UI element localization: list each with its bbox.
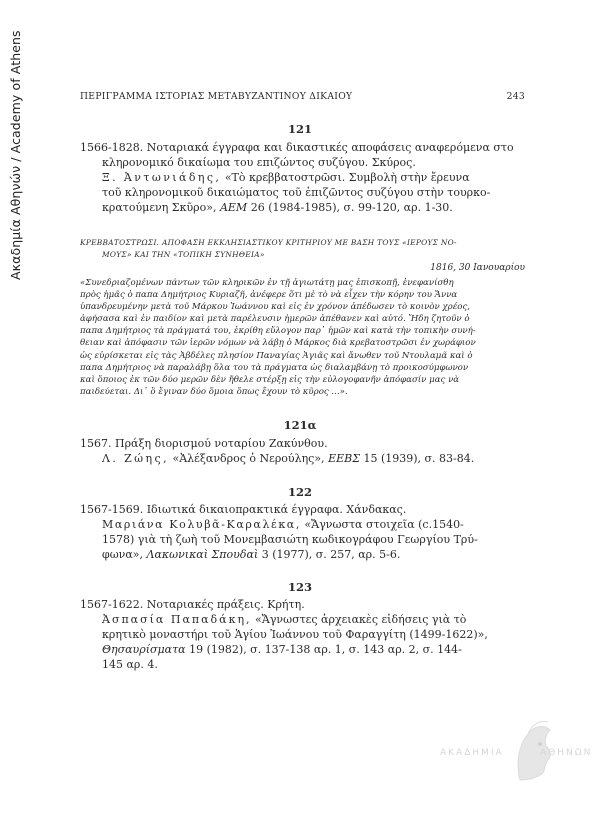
section-number-121: 121 xyxy=(287,122,312,136)
document-line: πρὸς ἡμᾶς ὁ παπα Δημήτριος Κυριαζῆ, ἀνέφερε ὅτι μὲ τὸ νὰ εἶχεν τὴν κόρην του Ἄννα xyxy=(80,290,458,301)
entry-heading: 1566-1828. Νοταριακά έγγραφα και δικαστικές αποφάσεις αναφερόμενα στο xyxy=(80,141,514,154)
entry-123 xyxy=(80,597,528,672)
entry-121a xyxy=(80,436,528,466)
entry-heading: 1567. Πράξη διορισμού νοταρίου Ζακύνθου. xyxy=(80,437,328,450)
document-line: ὑπανδρευμένην μετὰ τοῦ Μάρκου Ἰωάννου καὶ εἰς ἐν χρόνον ἀπέδωσεν τὸ κοινὸν χρέος, xyxy=(80,302,471,313)
author-name: Ἀσπασία Παπαδάκη, xyxy=(102,613,252,626)
document-line: παπα Δημήτριος νὰ παραλάβῃ ὅλα του τὰ πράγματα ὡς διαλαμβάνῃ τὸ προικοσύμφωνον xyxy=(80,362,469,373)
journal-title: ΑΕΜ xyxy=(219,201,248,214)
entry-heading: 1567-1622. Νοταριακές πράξεις. Κρήτη. xyxy=(80,598,305,611)
author-name: Λ. Ζώης, xyxy=(102,452,169,465)
bibliography-line: Θησαυρίσματα 19 (1982), σ. 137-138 αρ. 1, σ. 143 αρ. 2, σ. 144- xyxy=(102,643,462,656)
document-line: «Συνεδριαζομένων πάντων τῶν κληρικῶν ἐν τῇ ἁγιωτάτῃ μας ἐπισκοπῇ, ἐνεφανίσθη xyxy=(80,278,454,288)
document-title: ΚΡΕΒΒΑΤΟΣΤΡΩΣΙ. ΑΠΟΦΑΣΗ ΕΚΚΛΗΣΙΑΣΤΙΚΟΥ ΚΡΙΤΗΡΙΟΥ ΜΕ ΒΑΣΗ ΤΟΥΣ «ΙΕΡΟΥΣ ΝΟ- ΜΟΥΣ» ΚΑΙ ΤΗΝ «ΤΟΠΙΚΗ ΣΥΝΗΘΕΙΑ» xyxy=(80,238,457,259)
entry-121 xyxy=(80,140,528,215)
watermark-right-word: ΑΘΗΝΩΝ xyxy=(540,748,593,758)
bibliography-line: 145 αρ. 4. xyxy=(102,658,158,671)
bibliography-line: Μαριάνα Κολυβᾶ-Καραλέκα, «Ἄγνωστα στοιχεῖα (c.1540- xyxy=(102,518,464,531)
journal-title: Θησαυρίσματα xyxy=(102,643,186,656)
entry-heading-cont: κληρονομικό δικαίωμα του επιζώντος συζύγου. Σκύρος. xyxy=(102,156,416,169)
academy-watermark xyxy=(440,720,593,790)
page-number: 243 xyxy=(506,91,525,102)
entry-122 xyxy=(80,502,528,562)
document-line: παπα Δημήτριος τὰ πράγματά του, ἐκρίθη εὔλογον παρ᾽ ἡμῶν καὶ κατὰ τὴν τοπικὴν συνή- xyxy=(80,326,476,337)
bibliography-line: κρατούμενη Σκῦρο», ΑΕΜ 26 (1984-1985), σ. 99-120, αρ. 1-30. xyxy=(102,201,453,214)
bibliography-line: Ξ. Ἀντωνιάδης, «Τὸ κρεββατοστρῶσι. Συμβολὴ στὴν ἔρευνα xyxy=(102,171,470,184)
bibliography-line: 1578) γιὰ τὴ ζωὴ τοῦ Μονεμβασιώτη κωδικογράφου Γεωργίου Τρύ- xyxy=(102,533,478,546)
archive-side-label xyxy=(6,30,26,280)
bibliography-line: Λ. Ζώης, «Ἀλέξανδρος ὁ Νερούλης», ΕΕΒΣ 15 (1939), σ. 83-84. xyxy=(102,452,475,465)
watermark-left-word: ΑΚΑΔΗΜΙΑ xyxy=(440,748,504,758)
document-line: καὶ ὅποιος ἐκ τῶν δύο μερῶν δὲν ἤθελε στέρξῃ εἰς τὴν εὐλογοφανῆν ἀπόφασίν μας νὰ xyxy=(80,374,460,385)
bibliography-line: φωνα», Λακωνικαὶ Σπουδαὶ 3 (1977), σ. 257, αρ. 5-6. xyxy=(102,548,401,561)
side-label-text: Ακαδημία Αθηνών / Academy of Athens xyxy=(8,30,23,280)
bibliography-line: κρητικὸ μοναστήρι τοῦ Ἁγίου Ἰωάννου τοῦ Φαραγγίτη (1499-1622)», xyxy=(102,628,488,641)
document-text xyxy=(80,277,528,398)
bibliography-line: Ἀσπασία Παπαδάκη, «Ἄγνωστες ἀρχειακὲς εἰδήσεις γιὰ τὸ xyxy=(102,613,467,626)
section-number-122: 122 xyxy=(287,485,312,499)
document-line: ἀφήσασα καὶ ἐν παιδίον καὶ μετὰ παρέλευσιν ἡμερῶν ἀπέθανεν καὶ αὐτό. Ἤδη ζητοῦν ὁ xyxy=(80,314,470,325)
bibliography-line: τοῦ κληρονομικοῦ δικαιώματος τοῦ ἐπιζῶντος συζύγου στὴν τουρκο- xyxy=(102,186,491,199)
section-number-121a: 121α xyxy=(283,418,317,432)
author-name: Ξ. Ἀντωνιάδης, xyxy=(102,171,222,184)
entry-heading: 1567-1569. Ιδιωτικά δικαιοπρακτικά έγγραφα. Χάνδακας. xyxy=(80,503,407,516)
document-date: 1816, 30 Ιανουαρίου xyxy=(430,263,525,273)
document-line: ὡς εὑρίσκεται εἰς τὰς Ἀβδέλες πλησίον Παναγίας Ἁγιᾶς καὶ ἄνωθεν τοῦ Ντουλαμᾶ καὶ ὁ xyxy=(80,350,473,361)
document-line: θειαν καὶ ἀπόφασιν τῶν ἱερῶν νόμων νὰ λάβῃ ὁ Μάρκος διὰ κρεβατοστρῶσι ἐν χωράφιον xyxy=(80,338,476,349)
journal-title: ΕΕΒΣ xyxy=(328,452,360,465)
running-head-title: ΠΕΡΙΓΡΑΜΜΑ ΙΣΤΟΡΙΑΣ ΜΕΤΑΒΥΖΑΝΤΙΝΟΥ ΔΙΚΑΙΟΥ xyxy=(80,91,353,102)
author-name: Μαριάνα Κολυβᾶ-Καραλέκα, xyxy=(102,518,301,531)
document-line: παιδεύεται. Δι᾽ ὃ ἔγιναν δύο ὅμοια ὅπως ἔχουν τὸ κῦρος ...». xyxy=(80,386,348,397)
journal-title: Λακωνικαὶ Σπουδαὶ xyxy=(146,548,259,561)
running-head xyxy=(80,91,525,102)
section-number-123: 123 xyxy=(287,580,312,594)
